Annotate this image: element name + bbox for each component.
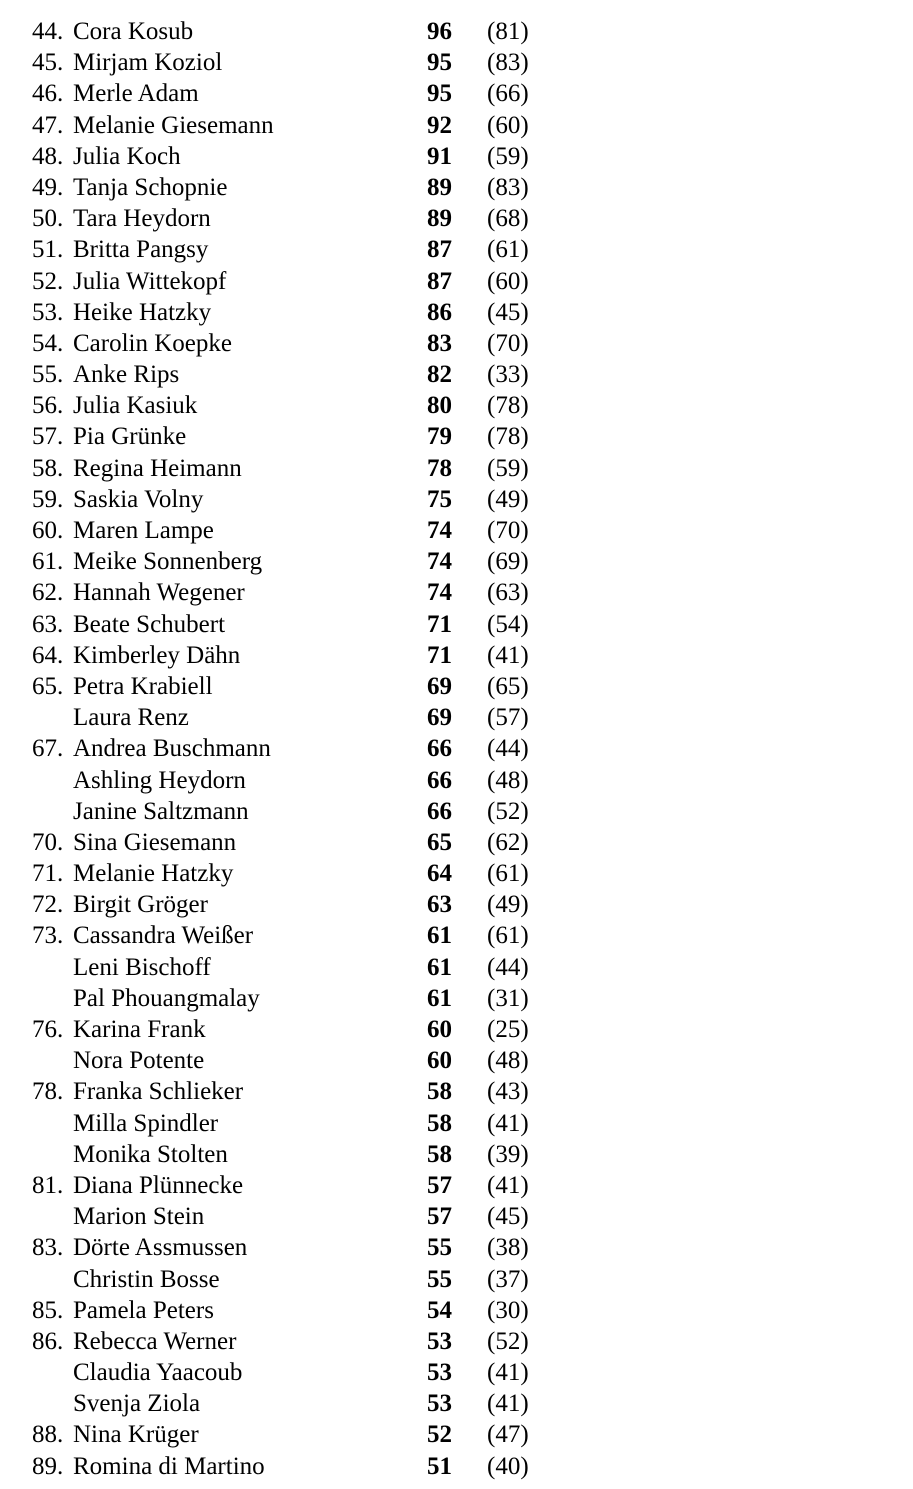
previous-score: (37) xyxy=(487,1265,529,1293)
player-name: Pamela Peters xyxy=(73,1296,214,1324)
score-value: 51 xyxy=(427,1452,452,1480)
rank-number: 60. xyxy=(32,517,64,544)
previous-score: (70) xyxy=(487,517,529,544)
rank-number: 72. xyxy=(32,891,64,919)
previous-score: (39) xyxy=(487,1140,529,1168)
score-value: 95 xyxy=(427,80,452,108)
score-value: 87 xyxy=(427,267,452,295)
previous-score: (52) xyxy=(487,797,529,825)
player-name: Cassandra Weißer xyxy=(73,922,254,950)
score-value: 61 xyxy=(427,984,452,1012)
score-value: 69 xyxy=(427,672,452,700)
rank-number: 88. xyxy=(32,1421,64,1449)
previous-score: (59) xyxy=(487,142,529,170)
player-name: Melanie Giesemann xyxy=(73,111,274,139)
player-name: Mirjam Koziol xyxy=(73,49,223,77)
rank-number: 52. xyxy=(32,267,64,295)
previous-score: (41) xyxy=(487,1109,529,1137)
previous-score: (63) xyxy=(487,579,529,607)
rank-number: 47. xyxy=(32,111,64,139)
player-name: Nina Krüger xyxy=(73,1421,199,1449)
player-name: Nora Potente xyxy=(73,1047,205,1075)
player-name: Tara Heydorn xyxy=(73,205,211,233)
score-value: 63 xyxy=(427,891,452,919)
previous-score: (65) xyxy=(487,672,529,700)
score-value: 83 xyxy=(427,329,452,357)
previous-score: (30) xyxy=(487,1296,529,1324)
score-value: 55 xyxy=(427,1234,452,1262)
score-value: 60 xyxy=(427,1047,452,1075)
previous-score: (61) xyxy=(487,236,529,264)
rank-number: 63. xyxy=(32,610,64,638)
player-name: Melanie Hatzky xyxy=(73,860,234,888)
player-name: Svenja Ziola xyxy=(73,1390,201,1418)
player-name: Karina Frank xyxy=(73,1016,206,1043)
rank-number: 83. xyxy=(32,1234,64,1262)
previous-score: (83) xyxy=(487,49,529,77)
score-value: 61 xyxy=(427,922,452,950)
rank-number: 56. xyxy=(32,392,64,420)
rank-number: 71. xyxy=(32,860,64,888)
previous-score: (78) xyxy=(487,392,529,420)
previous-score: (62) xyxy=(487,828,529,856)
score-value: 89 xyxy=(427,173,452,201)
previous-score: (45) xyxy=(487,1203,529,1231)
previous-score: (49) xyxy=(487,485,529,513)
score-value: 53 xyxy=(427,1359,452,1387)
player-name: Romina di Martino xyxy=(73,1452,265,1480)
previous-score: (60) xyxy=(487,267,529,295)
score-value: 78 xyxy=(427,454,452,482)
rank-number: 48. xyxy=(32,142,64,170)
rank-number: 86. xyxy=(32,1327,64,1355)
score-value: 60 xyxy=(427,1016,452,1043)
previous-score: (83) xyxy=(487,173,529,201)
previous-score: (45) xyxy=(487,298,529,326)
previous-score: (44) xyxy=(487,735,529,763)
player-name: Anke Rips xyxy=(73,361,180,389)
previous-score: (43) xyxy=(487,1078,529,1106)
rank-number: 53. xyxy=(32,298,64,326)
score-value: 66 xyxy=(427,735,452,763)
player-name: Monika Stolten xyxy=(73,1140,228,1168)
player-name: Rebecca Werner xyxy=(73,1327,237,1355)
player-name: Birgit Gröger xyxy=(73,891,208,919)
score-value: 75 xyxy=(427,485,452,513)
rank-number: 62. xyxy=(32,579,64,607)
score-value: 82 xyxy=(427,361,452,389)
score-value: 91 xyxy=(427,142,452,170)
previous-score: (60) xyxy=(487,111,529,139)
player-name: Andrea Buschmann xyxy=(73,735,271,763)
player-name: Janine Saltzmann xyxy=(73,797,249,825)
previous-score: (41) xyxy=(487,1390,529,1418)
rank-number: 70. xyxy=(32,828,64,856)
previous-score: (41) xyxy=(487,1171,529,1199)
score-value: 57 xyxy=(427,1171,452,1199)
player-name: Regina Heimann xyxy=(73,454,242,482)
previous-score: (41) xyxy=(487,1359,529,1387)
score-value: 96 xyxy=(427,18,452,45)
rank-number: 49. xyxy=(32,173,64,201)
player-name: Heike Hatzky xyxy=(73,298,212,326)
player-name: Laura Renz xyxy=(73,704,189,732)
player-name: Kimberley Dähn xyxy=(73,641,241,669)
player-name: Pal Phouangmalay xyxy=(73,984,260,1012)
rank-number: 61. xyxy=(32,548,64,576)
previous-score: (52) xyxy=(487,1327,529,1355)
score-value: 66 xyxy=(427,797,452,825)
rank-number: 89. xyxy=(32,1452,64,1480)
rank-number: 58. xyxy=(32,454,64,482)
score-value: 53 xyxy=(427,1327,452,1355)
rank-number: 50. xyxy=(32,205,64,233)
player-name: Carolin Koepke xyxy=(73,329,232,357)
rank-number: 67. xyxy=(32,735,64,763)
score-value: 58 xyxy=(427,1109,452,1137)
player-name: Petra Krabiell xyxy=(73,672,213,700)
rank-number: 54. xyxy=(32,329,64,357)
previous-score: (69) xyxy=(487,548,529,576)
rank-number: 44. xyxy=(32,18,64,45)
rank-number: 57. xyxy=(32,423,64,451)
player-name: Merle Adam xyxy=(73,80,199,108)
score-value: 80 xyxy=(427,392,452,420)
score-value: 61 xyxy=(427,953,452,981)
player-name: Diana Plünnecke xyxy=(73,1171,244,1199)
previous-score: (25) xyxy=(487,1016,529,1043)
score-value: 87 xyxy=(427,236,452,264)
player-name: Beate Schubert xyxy=(73,610,226,638)
score-value: 66 xyxy=(427,766,452,794)
previous-score: (44) xyxy=(487,953,529,981)
previous-score: (31) xyxy=(487,984,529,1012)
score-value: 89 xyxy=(427,205,452,233)
player-name: Cora Kosub xyxy=(73,18,194,45)
score-value: 53 xyxy=(427,1390,452,1418)
score-value: 74 xyxy=(427,548,452,576)
previous-score: (48) xyxy=(487,1047,529,1075)
score-value: 55 xyxy=(427,1265,452,1293)
previous-score: (59) xyxy=(487,454,529,482)
score-value: 65 xyxy=(427,828,452,856)
player-name: Ashling Heydorn xyxy=(73,766,246,794)
previous-score: (38) xyxy=(487,1234,529,1262)
previous-score: (68) xyxy=(487,205,529,233)
score-value: 92 xyxy=(427,111,452,139)
player-name: Marion Stein xyxy=(73,1203,205,1231)
rank-number: 76. xyxy=(32,1016,64,1043)
score-value: 52 xyxy=(427,1421,452,1449)
rank-number: 45. xyxy=(32,49,64,77)
rank-number: 81. xyxy=(32,1171,64,1199)
rank-number: 65. xyxy=(32,672,64,700)
previous-score: (70) xyxy=(487,329,529,357)
score-value: 64 xyxy=(427,860,452,888)
player-name: Dörte Assmussen xyxy=(73,1234,248,1262)
rank-number: 85. xyxy=(32,1296,64,1324)
player-name: Tanja Schopnie xyxy=(73,173,228,201)
previous-score: (54) xyxy=(487,610,529,638)
player-name: Claudia Yaacoub xyxy=(73,1359,243,1387)
player-name: Pia Grünke xyxy=(73,423,187,451)
score-value: 71 xyxy=(427,641,452,669)
previous-score: (41) xyxy=(487,641,529,669)
previous-score: (33) xyxy=(487,361,529,389)
rank-number: 59. xyxy=(32,485,64,513)
score-value: 74 xyxy=(427,579,452,607)
player-name: Julia Koch xyxy=(73,142,181,170)
rank-number: 78. xyxy=(32,1078,64,1106)
player-name: Milla Spindler xyxy=(73,1109,219,1137)
score-value: 79 xyxy=(427,423,452,451)
previous-score: (61) xyxy=(487,922,529,950)
rank-number: 55. xyxy=(32,361,64,389)
previous-score: (78) xyxy=(487,423,529,451)
score-value: 71 xyxy=(427,610,452,638)
score-value: 54 xyxy=(427,1296,452,1324)
rank-number: 51. xyxy=(32,236,64,264)
player-name: Julia Wittekopf xyxy=(73,267,227,295)
score-value: 74 xyxy=(427,517,452,544)
rank-number: 46. xyxy=(32,80,64,108)
player-name: Britta Pangsy xyxy=(73,236,209,264)
player-name: Christin Bosse xyxy=(73,1265,220,1293)
player-name: Julia Kasiuk xyxy=(73,392,198,420)
player-name: Maren Lampe xyxy=(73,517,214,544)
previous-score: (47) xyxy=(487,1421,529,1449)
player-name: Sina Giesemann xyxy=(73,828,237,856)
player-name: Franka Schlieker xyxy=(73,1078,244,1106)
score-value: 69 xyxy=(427,704,452,732)
player-name: Leni Bischoff xyxy=(73,953,211,981)
previous-score: (49) xyxy=(487,891,529,919)
score-value: 86 xyxy=(427,298,452,326)
score-value: 57 xyxy=(427,1203,452,1231)
previous-score: (81) xyxy=(487,18,529,45)
player-name: Saskia Volny xyxy=(73,485,204,513)
previous-score: (66) xyxy=(487,80,529,108)
previous-score: (48) xyxy=(487,766,529,794)
player-name: Hannah Wegener xyxy=(73,579,245,607)
rank-number: 64. xyxy=(32,641,64,669)
score-value: 95 xyxy=(427,49,452,77)
rank-number: 73. xyxy=(32,922,64,950)
previous-score: (40) xyxy=(487,1452,529,1480)
previous-score: (57) xyxy=(487,704,529,732)
player-name: Meike Sonnenberg xyxy=(73,548,263,576)
score-value: 58 xyxy=(427,1140,452,1168)
score-value: 58 xyxy=(427,1078,452,1106)
previous-score: (61) xyxy=(487,860,529,888)
